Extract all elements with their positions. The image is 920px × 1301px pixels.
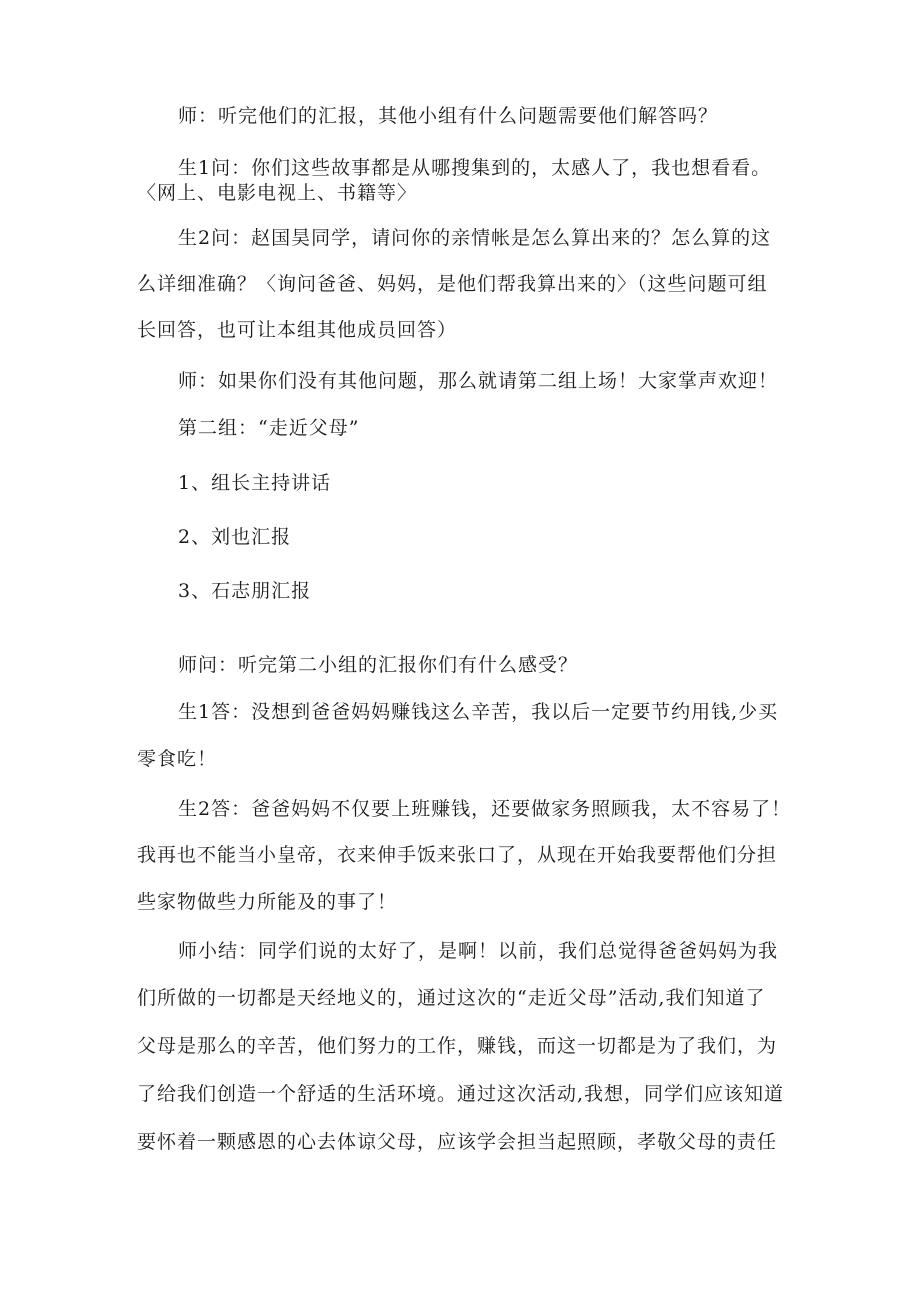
paragraph-line: 些家物做些力所能及的事了！ xyxy=(137,891,398,913)
paragraph-line: 生1问：你们这些故事都是从哪搜集到的，太感人了，我也想看看。 xyxy=(178,157,772,179)
paragraph-line: 生2答：爸爸妈妈不仅要上班赚钱，还要做家务照顾我，太不容易了！ xyxy=(178,798,792,820)
list-item: 2、刘也汇报 xyxy=(178,526,292,548)
paragraph-line: 师小结：同学们说的太好了，是啊！以前，我们总觉得爸爸妈妈为我 xyxy=(178,940,779,962)
paragraph-line: 师问：听完第二小组的汇报你们有什么感受？ xyxy=(178,654,579,676)
list-item: 3、石志朋汇报 xyxy=(178,580,312,602)
paragraph-line: 零食吃！ xyxy=(137,748,218,770)
section-heading: 第二组：“走近父母” xyxy=(178,417,360,439)
paragraph-line: 父母是那么的辛苦，他们努力的工作，赚钱，而这一切都是为了我们，为 xyxy=(137,1035,778,1057)
paragraph-line: 生1答：没想到爸爸妈妈赚钱这么辛苦，我以后一定要节约用钱,少买 xyxy=(178,701,779,723)
paragraph-line: 们所做的一切都是天经地义的，通过这次的“走近父母”活动,我们知道了 xyxy=(137,987,766,1009)
paragraph-line: 了给我们创造一个舒适的生活环境。通过这次活动,我想，同学们应该知道 xyxy=(137,1083,785,1105)
paragraph-line: 师：如果你们没有其他问题，那么就请第二组上场！大家掌声欢迎！ xyxy=(178,370,779,392)
paragraph-line: 师：听完他们的汇报，其他小组有什么问题需要他们解答吗？ xyxy=(178,105,719,127)
paragraph-line: 〈网上、电影电视上、书籍等〉 xyxy=(137,182,418,204)
list-item: 1、组长主持讲话 xyxy=(178,472,332,494)
paragraph-line: 长回答，也可让本组其他成员回答） xyxy=(137,319,458,341)
paragraph-line: 生2问：赵国昊同学，请问你的亲情帐是怎么算出来的？怎么算的这 xyxy=(178,227,772,249)
paragraph-line: 我再也不能当小皇帝，衣来伸手饭来张口了，从现在开始我要帮他们分担 xyxy=(137,844,778,866)
paragraph-line: 么详细准确？〈询问爸爸、妈妈，是他们帮我算出来的〉（这些问题可组 xyxy=(137,273,768,295)
paragraph-line: 要怀着一颗感恩的心去体谅父母，应该学会担当起照顾，孝敬父母的责任 xyxy=(137,1131,778,1153)
